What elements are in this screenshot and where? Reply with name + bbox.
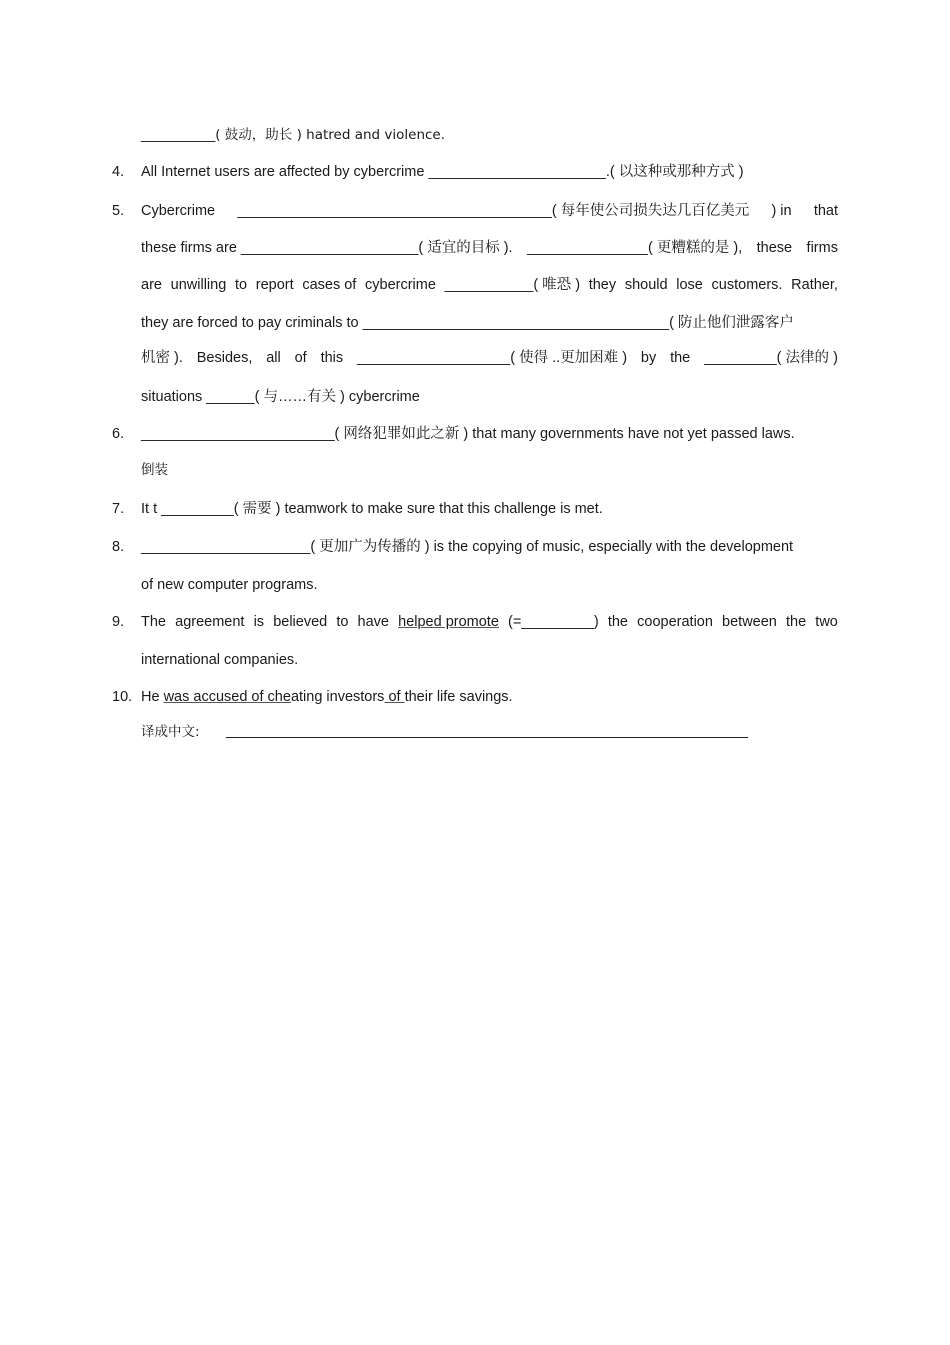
word: unwilling bbox=[170, 277, 227, 293]
question-10 bbox=[141, 687, 838, 707]
word: cybercrime bbox=[365, 277, 436, 293]
word: Cybercrime bbox=[141, 203, 216, 219]
word: to bbox=[234, 277, 248, 293]
word: cooperation bbox=[637, 614, 713, 630]
question-7: It t _________( 需要 ) teamwork to make sure that this challenge is met. bbox=[141, 501, 603, 517]
blank-hint: ___________________( 使得 ..更加困难 ) bbox=[357, 350, 628, 366]
word: Besides, bbox=[196, 350, 253, 366]
question-5-line-1 bbox=[141, 201, 838, 221]
blank-hint: _________( 法律的 ) bbox=[704, 350, 838, 366]
word: by bbox=[640, 350, 657, 366]
text: their life savings. bbox=[404, 689, 513, 705]
word: ) in bbox=[771, 203, 792, 219]
segment: _______________( 更糟糕的是 ), bbox=[527, 240, 743, 256]
underlined-phrase: helped promote bbox=[398, 614, 499, 630]
question-9-line-2: international companies. bbox=[141, 652, 299, 668]
question-8: _____________________( 更加广为传播的 ) is the copying of music, especially with the development bbox=[141, 539, 794, 555]
blank: (=_________) bbox=[508, 614, 599, 630]
word: the bbox=[607, 614, 629, 630]
word: lose bbox=[676, 277, 703, 293]
blank-hint: _______________________________________( 每年使公司损失达几百亿美元 bbox=[237, 203, 750, 219]
word: the bbox=[670, 350, 691, 366]
question-number-7: 7. bbox=[112, 501, 125, 517]
translate-label: 译成中文: bbox=[141, 724, 200, 740]
question-4: All Internet users are affected by cybercrime ______________________.( 以这种或那种方式 ) bbox=[141, 164, 744, 180]
word: are bbox=[141, 277, 162, 293]
word: Rather, bbox=[791, 277, 838, 293]
question-number-4: 4. bbox=[112, 164, 125, 180]
question-9-line-1 bbox=[141, 612, 838, 632]
word: the bbox=[786, 614, 807, 630]
text: ating investors bbox=[290, 689, 385, 705]
word: that bbox=[813, 203, 838, 219]
word: cases of bbox=[302, 277, 357, 293]
word: between bbox=[722, 614, 777, 630]
question-6: ________________________( 网络犯罪如此之新 ) that many governments have not yet passed laws. bbox=[141, 426, 795, 442]
q3-continuation: ___________( 鼓动，助长 ) hatred and violence. bbox=[141, 127, 446, 143]
segment: these firms are ______________________( 适宜的目标 ). bbox=[141, 240, 513, 256]
word: this bbox=[320, 350, 344, 366]
question-8-line-2: of new computer programs. bbox=[141, 577, 318, 593]
question-number-10: 10. bbox=[112, 689, 133, 705]
word: is bbox=[253, 614, 265, 630]
word: 机密 ). bbox=[141, 350, 183, 366]
question-number-6: 6. bbox=[112, 426, 125, 442]
word: report bbox=[255, 277, 294, 293]
underlined-phrase: of bbox=[384, 689, 405, 705]
question-5-line-3 bbox=[141, 275, 838, 295]
underlined-phrase: was accused of che bbox=[163, 689, 291, 705]
word: should bbox=[624, 277, 668, 293]
word: to bbox=[336, 614, 349, 630]
blank-hint: ___________( 唯恐 ) bbox=[444, 277, 581, 293]
word: customers. bbox=[711, 277, 783, 293]
question-number-8: 8. bbox=[112, 539, 125, 555]
question-number-5: 5. bbox=[112, 203, 125, 219]
question-5-line-6: situations ______( 与……有关 ) cybercrime bbox=[141, 389, 420, 405]
word: of bbox=[294, 350, 307, 366]
question-6-note: 倒装 bbox=[141, 462, 168, 478]
word: believed bbox=[273, 614, 328, 630]
word: agreement bbox=[175, 614, 245, 630]
word: all bbox=[266, 350, 281, 366]
text: He bbox=[141, 689, 164, 705]
word: two bbox=[815, 614, 838, 630]
question-5-line-4: they are forced to pay criminals to ______________________________________( 防止他们泄露客户 bbox=[141, 315, 794, 331]
word: The bbox=[141, 614, 166, 630]
question-5-line-2 bbox=[141, 238, 838, 258]
question-5-line-5 bbox=[141, 348, 838, 368]
word: firms bbox=[806, 240, 838, 256]
question-number-9: 9. bbox=[112, 614, 125, 630]
translation-answer-line bbox=[226, 737, 748, 738]
word: they bbox=[588, 277, 617, 293]
word: have bbox=[357, 614, 389, 630]
word: these bbox=[756, 240, 793, 256]
